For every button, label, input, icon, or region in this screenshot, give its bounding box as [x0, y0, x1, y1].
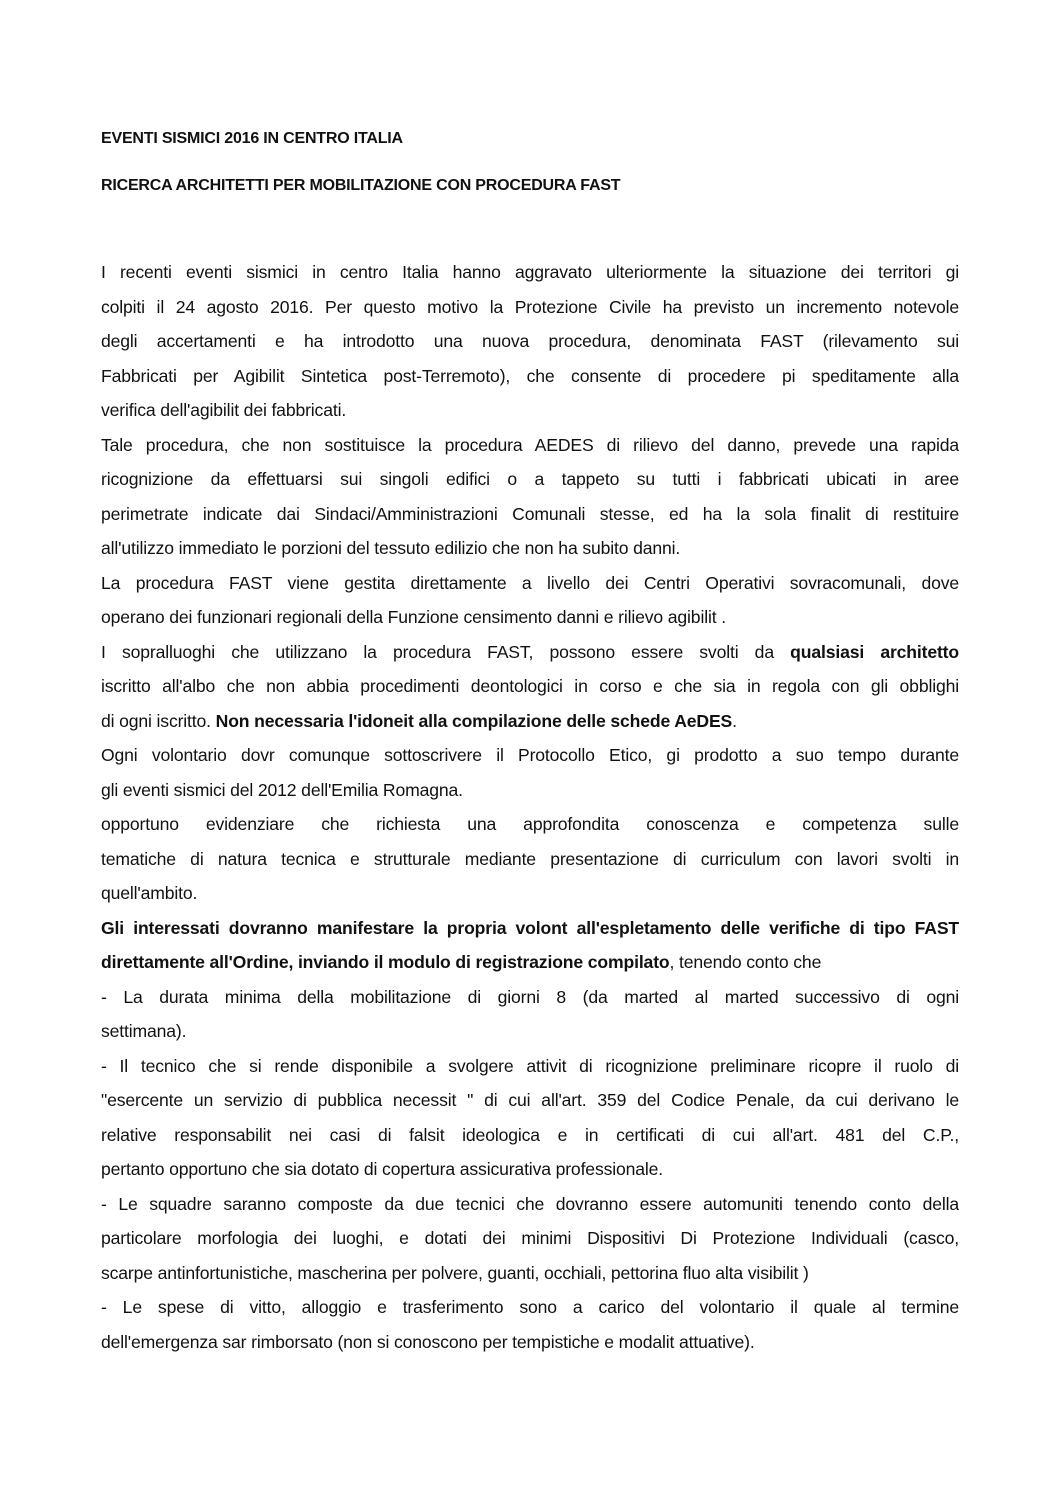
- bold-text-segment: direttamente all'Ordine, inviando il modulo di registrazione compilato: [101, 952, 670, 972]
- text-line: - Il tecnico che si rende disponibile a svolgere attivit di ricognizione preliminare ricopre il ruolo di: [101, 1055, 959, 1076]
- text-line: settimana).: [101, 1021, 187, 1041]
- text-line: [101, 704, 959, 739]
- text-line: [101, 945, 959, 980]
- text-line: pertanto opportuno che sia dotato di copertura assicurativa professionale.: [101, 1159, 664, 1179]
- text-segment: , tenendo conto che: [669, 952, 822, 972]
- text-line: colpiti il 24 agosto 2016. Per questo motivo la Protezione Civile ha previsto un incremento notevole: [101, 296, 959, 317]
- text-line: Gli interessati dovranno manifestare la propria volont all'espletamento delle verifiche di tipo FAST: [101, 917, 959, 938]
- text-line: dell'emergenza sar rimborsato (non si conoscono per tempistiche e modalit attuative).: [101, 1331, 755, 1352]
- text-line: "esercente un servizio di pubblica necessit " di cui all'art. 359 del Codice Penale, da cui derivano le: [101, 1090, 959, 1110]
- text-line: scarpe antinfortunistiche, mascherina per polvere, guanti, occhiali, pettorina fluo alta visibilit ): [101, 1262, 809, 1283]
- text-line: perimetrate indicate dai Sindaci/Amministrazioni Comunali stesse, ed ha la sola finalit di restituire: [101, 503, 959, 524]
- text-line: gli eventi sismici del 2012 dell'Emilia Romagna.: [101, 779, 463, 800]
- text-line: - Le spese di vitto, alloggio e trasferimento sono a carico del volontario il quale al termine: [101, 1297, 959, 1317]
- text-line: relative responsabilit nei casi di falsit ideologica e in certificati di cui all'art. 481 del C.P.,: [101, 1124, 959, 1145]
- text-line: ricognizione da effettuarsi sui singoli edifici o a tappeto su tutti i fabbricati ubicati in aree: [101, 469, 959, 489]
- text-line: La procedura FAST viene gestita direttamente a livello dei Centri Operativi sovracomunali, dove: [101, 572, 959, 593]
- document-title: EVENTI SISMICI 2016 IN CENTRO ITALIA: [101, 130, 403, 147]
- text-segment: .: [732, 710, 737, 731]
- text-line: - La durata minima della mobilitazione di giorni 8 (da marted al marted successivo di ogni: [101, 986, 959, 1007]
- text-line: tematiche di natura tecnica e strutturale mediante presentazione di curriculum con lavori svolti in: [101, 848, 959, 869]
- text-line: iscritto all'albo che non abbia procedimenti deontologici in corso e che sia in regola con gli obblighi: [101, 676, 959, 696]
- text-line: operano dei funzionari regionali della Funzione censimento danni e rilievo agibilit .: [101, 607, 726, 627]
- bold-text-segment: Non necessaria l'idoneit alla compilazione delle schede AeDES: [215, 710, 733, 731]
- text-line: verifica dell'agibilit dei fabbricati.: [101, 400, 347, 420]
- text-segment: I sopralluoghi che utilizzano la procedura FAST, possono essere svolti da: [101, 641, 791, 662]
- text-line: particolare morfologia dei luoghi, e dotati dei minimi Dispositivi Di Protezione Individuali (casco,: [101, 1228, 959, 1248]
- text-line: Tale procedura, che non sostituisce la procedura AEDES di rilievo del danno, prevede una rapida: [101, 434, 959, 455]
- text-line: degli accertamenti e ha introdotto una nuova procedura, denominata FAST (rilevamento sui: [101, 331, 959, 351]
- document-body: [101, 255, 959, 1359]
- text-line: quell'ambito.: [101, 883, 198, 903]
- text-line: [101, 635, 959, 670]
- text-line: opportuno evidenziare che richiesta una approfondita conoscenza e competenza sulle: [101, 814, 959, 834]
- bold-text-segment: qualsiasi architetto: [790, 641, 959, 662]
- text-line: all'utilizzo immediato le porzioni del tessuto edilizio che non ha subito danni.: [101, 538, 681, 558]
- text-line: Fabbricati per Agibilit Sintetica post-Terremoto), che consente di procedere pi speditamente alla: [101, 365, 959, 386]
- text-line: I recenti eventi sismici in centro Italia hanno aggravato ulteriormente la situazione dei territori gi: [101, 262, 959, 282]
- text-line: Ogni volontario dovr comunque sottoscrivere il Protocollo Etico, gi prodotto a suo tempo durante: [101, 745, 959, 765]
- document-subtitle: RICERCA ARCHITETTI PER MOBILITAZIONE CON PROCEDURA FAST: [101, 177, 621, 194]
- text-line: - Le squadre saranno composte da due tecnici che dovranno essere automuniti tenendo conto della: [101, 1193, 959, 1214]
- text-segment: di ogni iscritto.: [101, 710, 216, 731]
